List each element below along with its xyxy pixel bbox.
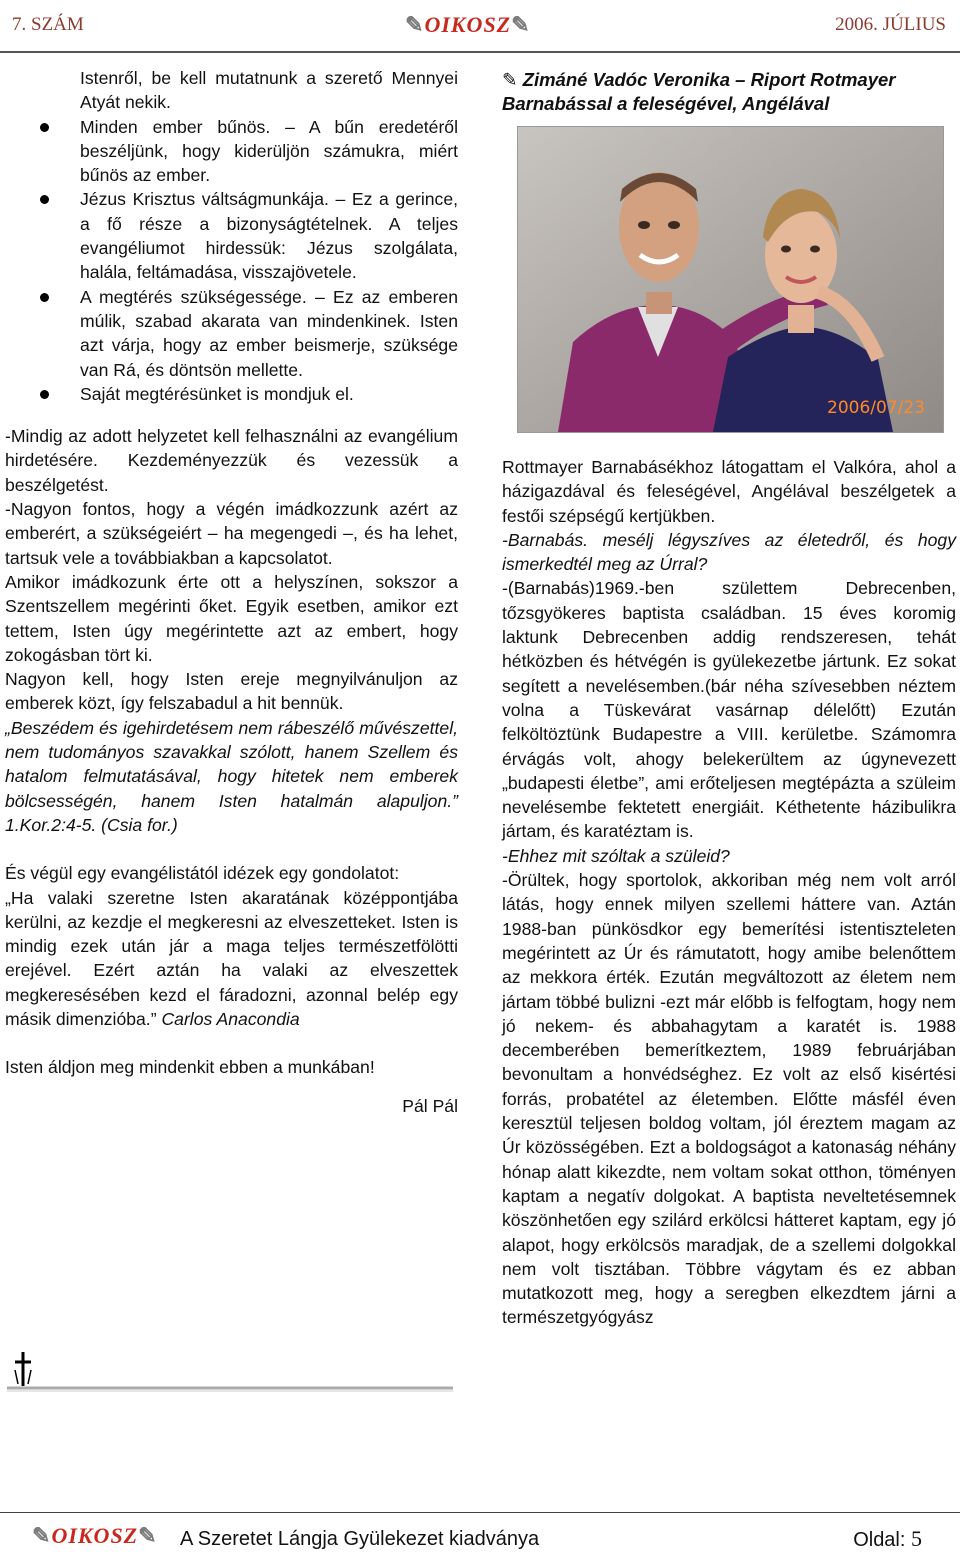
issue-number: 7. SZÁM [12, 14, 84, 35]
intro-text: Istenről, be kell mutatnunk a szerető Mennyei Atyát nekik. [80, 68, 458, 113]
issue-date: 2006. JÚLIUS [835, 14, 946, 35]
dove-wing-icon: ✎ [138, 1523, 158, 1548]
interview-body [502, 455, 956, 1330]
list-item: A megtérés szükségessége. – Ez az emberen múlik, szabad akarata van mindenkinek. Isten azt várja, hogy az ember beismerje, szüksége van Rá, és döntsön mellette. [80, 285, 458, 382]
footer-divider [0, 1512, 960, 1513]
paragraph: Rottmayer Barnabásékhoz látogattam el Valkóra, ahol a házigazdával és feleségével, Angélával beszélgetek a festői szépségű kertjükben. [502, 457, 956, 526]
article-title: ✎ Zimáné Vadóc Veronika – Riport Rotmayer Barnabással a feleségével, Angélával [502, 69, 896, 114]
couple-photo [517, 126, 944, 433]
page-footer [0, 1512, 960, 1564]
photo-date-stamp: 2006/07/23 [827, 397, 925, 418]
blessing: Isten áldjon meg mindenkit ebben a munkában! [5, 1057, 375, 1078]
dove-wing-icon: ✎ [32, 1523, 52, 1548]
paragraph: És végül egy evangélistától idézek egy gondolatot: [5, 863, 400, 884]
list-item: Jézus Krisztus váltságmunkája. – Ez a gerince, a fő része a bizonyságtételnek. A teljes evangéliumot hirdessük: Jézus szolgálata, halála, feltámadása, visszajövetele. [80, 187, 458, 284]
paragraph: -Mindig az adott helyzetet kell felhasználni az evangélium hirdetésére. Kezdeményezzük és vezessük a beszélgetést. [5, 426, 458, 495]
pen-icon: ✎ [502, 69, 518, 90]
paragraph: Nagyon kell, hogy Isten ereje megnyilvánuljon az emberek közt, így felszabadul a hit bennük. [5, 669, 458, 714]
logo-text: OIKOSZ [424, 12, 512, 37]
bullet-icon [40, 390, 49, 399]
header-logo [405, 12, 531, 38]
bullet-icon [40, 123, 49, 132]
quote-author: Carlos Anacondia [161, 1008, 300, 1029]
bible-quote: „Beszédem és igehirdetésem nem rábeszélő művészettel, nem tudományos szavakkal szólott, hanem Szellem és hatalom felmutatásával, hogy hitetek nem emberek bölcsességén, hanem Isten hatalmán alapuljon.” 1.Kor.2:4-5. (Csia for.) [5, 717, 458, 835]
dove-wing-icon: ✎ [511, 12, 531, 37]
list-item: Saját megtérésünket is mondjuk el. [80, 382, 458, 406]
footer-logo: ✎OIKOSZ✎ [32, 1523, 158, 1548]
interview-question: -Ehhez mit szóltak a szüleid? [502, 845, 730, 866]
interview-answer: -(Barnabás)1969.-ben születtem Debrecenben, tőzsgyökeres baptista családban. 15 éves koromig laktunk Debrecenben addig rendszeresen, tehát hétközben és hétvégén is gyülekezetbe jártunk. Ez sokat segített a nevelésemben.(bár néha szívesebben néztem volna a Tüskevárat vasárnap délelőtt) Ezután felköltöztünk Budapestre a VIII. kerületbe. Számomra érvágás volt, ahogy belekerültem az úgynevezett „budapesti életbe”, ami erőteljesen megtépázta a szüleim nevelésembe fektetett energiáit. Kéthetente házibulikra jártam, és karatéztam is. [502, 578, 956, 842]
left-column [5, 66, 458, 1118]
key-points-list [5, 115, 458, 407]
photo-image [518, 127, 943, 432]
page-header [0, 0, 960, 54]
list-item: Minden ember bűnös. – A bűn eredetéről beszéljünk, hogy kiderüljön számukra, miért bűnös az ember. [80, 115, 458, 188]
interview-question: -Barnabás. mesélj légyszíves az életedről, és hogy ismerkedtél meg az Úrral? [502, 529, 956, 575]
paragraph: -Nagyon fontos, hogy a végén imádkozzunk azért az emberért, a szükségeiért – ha megengedi –, és ha lehet, tartsuk vele a továbbiakban a kapcsolatot. [5, 499, 458, 568]
cross-icon [5, 1350, 455, 1394]
right-column [502, 68, 956, 1330]
page-number: Oldal: 5 [853, 1526, 922, 1551]
publisher-text: A Szeretet Lángja Gyülekezet kiadványa [180, 1528, 540, 1550]
paragraph: Amikor imádkozunk érte ott a helyszínen, sokszor a Szentszellem megérinti őket. Egyik esetben, amikor ezt tettem, Isten úgy megérintette azt az embert, hogy zokogásban tört ki. [5, 571, 458, 665]
header-divider [0, 51, 960, 53]
bullet-icon [40, 293, 49, 302]
evangelist-quote: „Ha valaki szeretne Isten akaratának középpontjába kerülni, az kezdje el megkeresni az elveszetteket. Isten is mindig ezek után jár a maga teljes természetfölötti erejével. Ezért aztán ha valaki az elveszettek megkeresésében kezd el fáradozni, azonnal belép egy másik dimenzióba.” Carlos Anacondia [5, 887, 458, 1029]
author-signature: Pál Pál [402, 1095, 458, 1116]
interview-answer: -Örültek, hogy sportolok, akkoriban még nem volt arról látás, hogy ennek milyen szellemi háttere van. Aztán 1988-ban pünkösdkor egy bemerítési istentiszteleten megérintett az Úr és rámutatott, hogy amibe belenőttem az mekkora érték. Ezután megváltozott az életem nem jártam többé bulizni -ezt már előbb is felfogtam, hogy nem jó nekem- és abbahagytam a karatét is. 1988 decemberében bemerítkeztem, 1989 februárjában bevonultam a honvédséghez. Ez volt az első kisértési forrás, probatétel az életemben. Előtte másfél éven keresztül teljesen boldog voltam, jól éreztem magam az Úr közösségében. Ezt a boldogságot a katonaság néhány hónap alatt kikezdte, nem voltam sokat otthon, töményen kaptam a negatív dolgokat. A baptista neveltetésemnek köszönhetően egy szilárd erkölcsi hátteret kaptam, egy jó alapot, hogy erkölcsös maradjak, de a szellemi dolgokkal nem volt tisztában. Többre vágytam és ez abban mutatkozott meg, hogy a seregben elkezdtem járni a természetgyógyász [502, 870, 956, 1328]
bullet-icon [40, 195, 49, 204]
dove-wing-icon: ✎ [405, 12, 425, 37]
